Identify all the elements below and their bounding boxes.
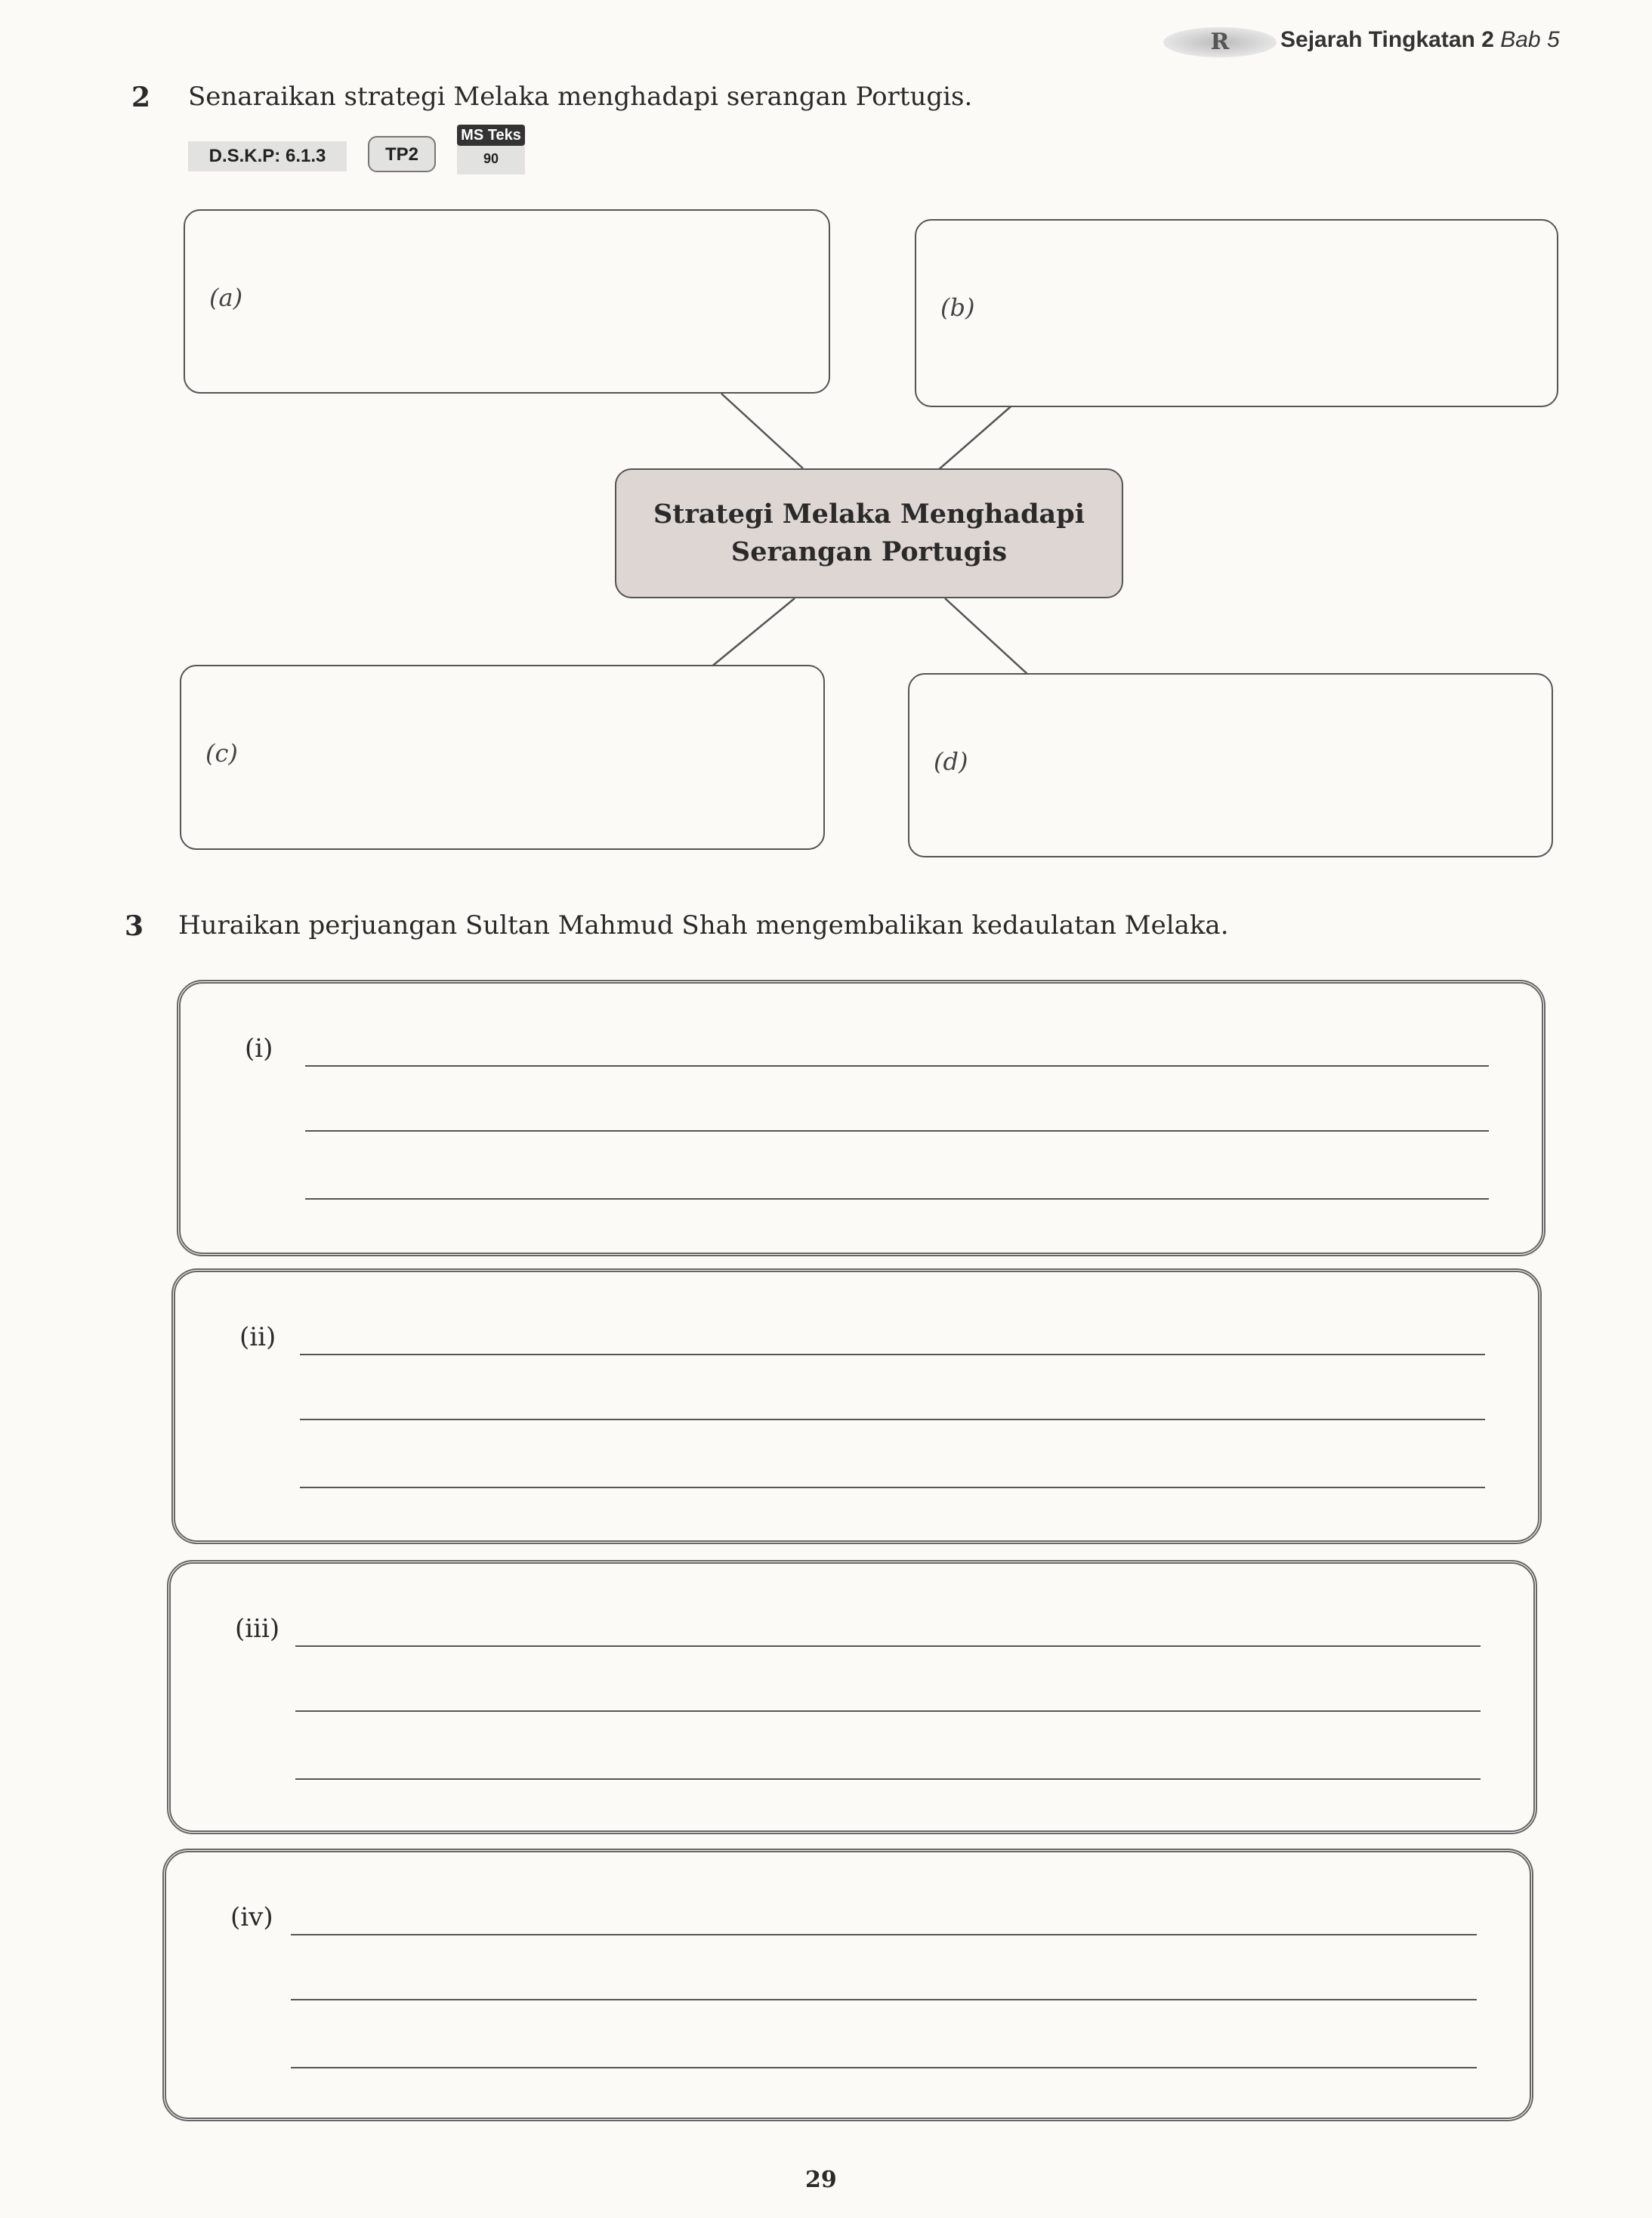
answer-panel-ii[interactable]: [171, 1268, 1542, 1544]
writing-line[interactable]: [300, 1419, 1485, 1420]
book-title: Sejarah Tingkatan 2: [1280, 27, 1494, 52]
page-number: 29: [805, 2167, 837, 2193]
connector-d: [945, 598, 1028, 675]
answer-panel-i[interactable]: [177, 980, 1545, 1256]
chapter-label: Bab 5: [1500, 27, 1560, 52]
item-label: (iv): [230, 1902, 273, 1932]
box-label: (c): [205, 739, 238, 768]
answer-box-a[interactable]: [184, 209, 830, 394]
answer-panel-iv[interactable]: [162, 1849, 1533, 2121]
answer-panel-iii[interactable]: [167, 1560, 1537, 1834]
connector-b: [937, 397, 1021, 471]
ms-teks-label: MS Teks: [457, 125, 525, 146]
writing-line[interactable]: [305, 1198, 1489, 1200]
writing-line[interactable]: [291, 2067, 1477, 2068]
connector-c: [710, 598, 795, 668]
dskp-badge: D.S.K.P: 6.1.3: [188, 141, 347, 171]
publisher-logo: R: [1163, 27, 1277, 57]
question-2-text: Senaraikan strategi Melaka menghadapi serangan Portugis.: [188, 82, 973, 112]
writing-line[interactable]: [295, 1778, 1481, 1780]
question-3-text: Huraikan perjuangan Sultan Mahmud Shah mengembalikan kedaulatan Melaka.: [178, 910, 1229, 941]
answer-box-b[interactable]: [915, 219, 1558, 407]
writing-line[interactable]: [300, 1354, 1485, 1355]
question-2-number: 2: [131, 82, 151, 113]
item-label: (i): [245, 1033, 273, 1064]
writing-line[interactable]: [295, 1710, 1481, 1712]
center-line-1: Strategi Melaka Menghadapi: [653, 499, 1085, 530]
writing-line[interactable]: [305, 1065, 1489, 1067]
box-label: (a): [209, 283, 243, 312]
writing-line[interactable]: [291, 1934, 1477, 1935]
ms-teks-page: 90: [483, 151, 499, 166]
answer-box-c[interactable]: [180, 665, 825, 850]
writing-line[interactable]: [305, 1130, 1489, 1132]
writing-line[interactable]: [295, 1645, 1481, 1647]
connector-a: [721, 394, 803, 468]
tp-badge: TP2: [368, 136, 436, 172]
writing-line[interactable]: [300, 1487, 1485, 1488]
writing-line[interactable]: [291, 1999, 1477, 2000]
mindmap-center-topic: [615, 468, 1123, 598]
center-line-2: Serangan Portugis: [730, 536, 1008, 567]
answer-box-d[interactable]: [908, 673, 1553, 857]
question-3-number: 3: [125, 910, 144, 942]
box-label: (d): [934, 747, 968, 776]
item-label: (ii): [239, 1322, 276, 1352]
item-label: (iii): [235, 1614, 280, 1644]
box-label: (b): [940, 293, 975, 322]
